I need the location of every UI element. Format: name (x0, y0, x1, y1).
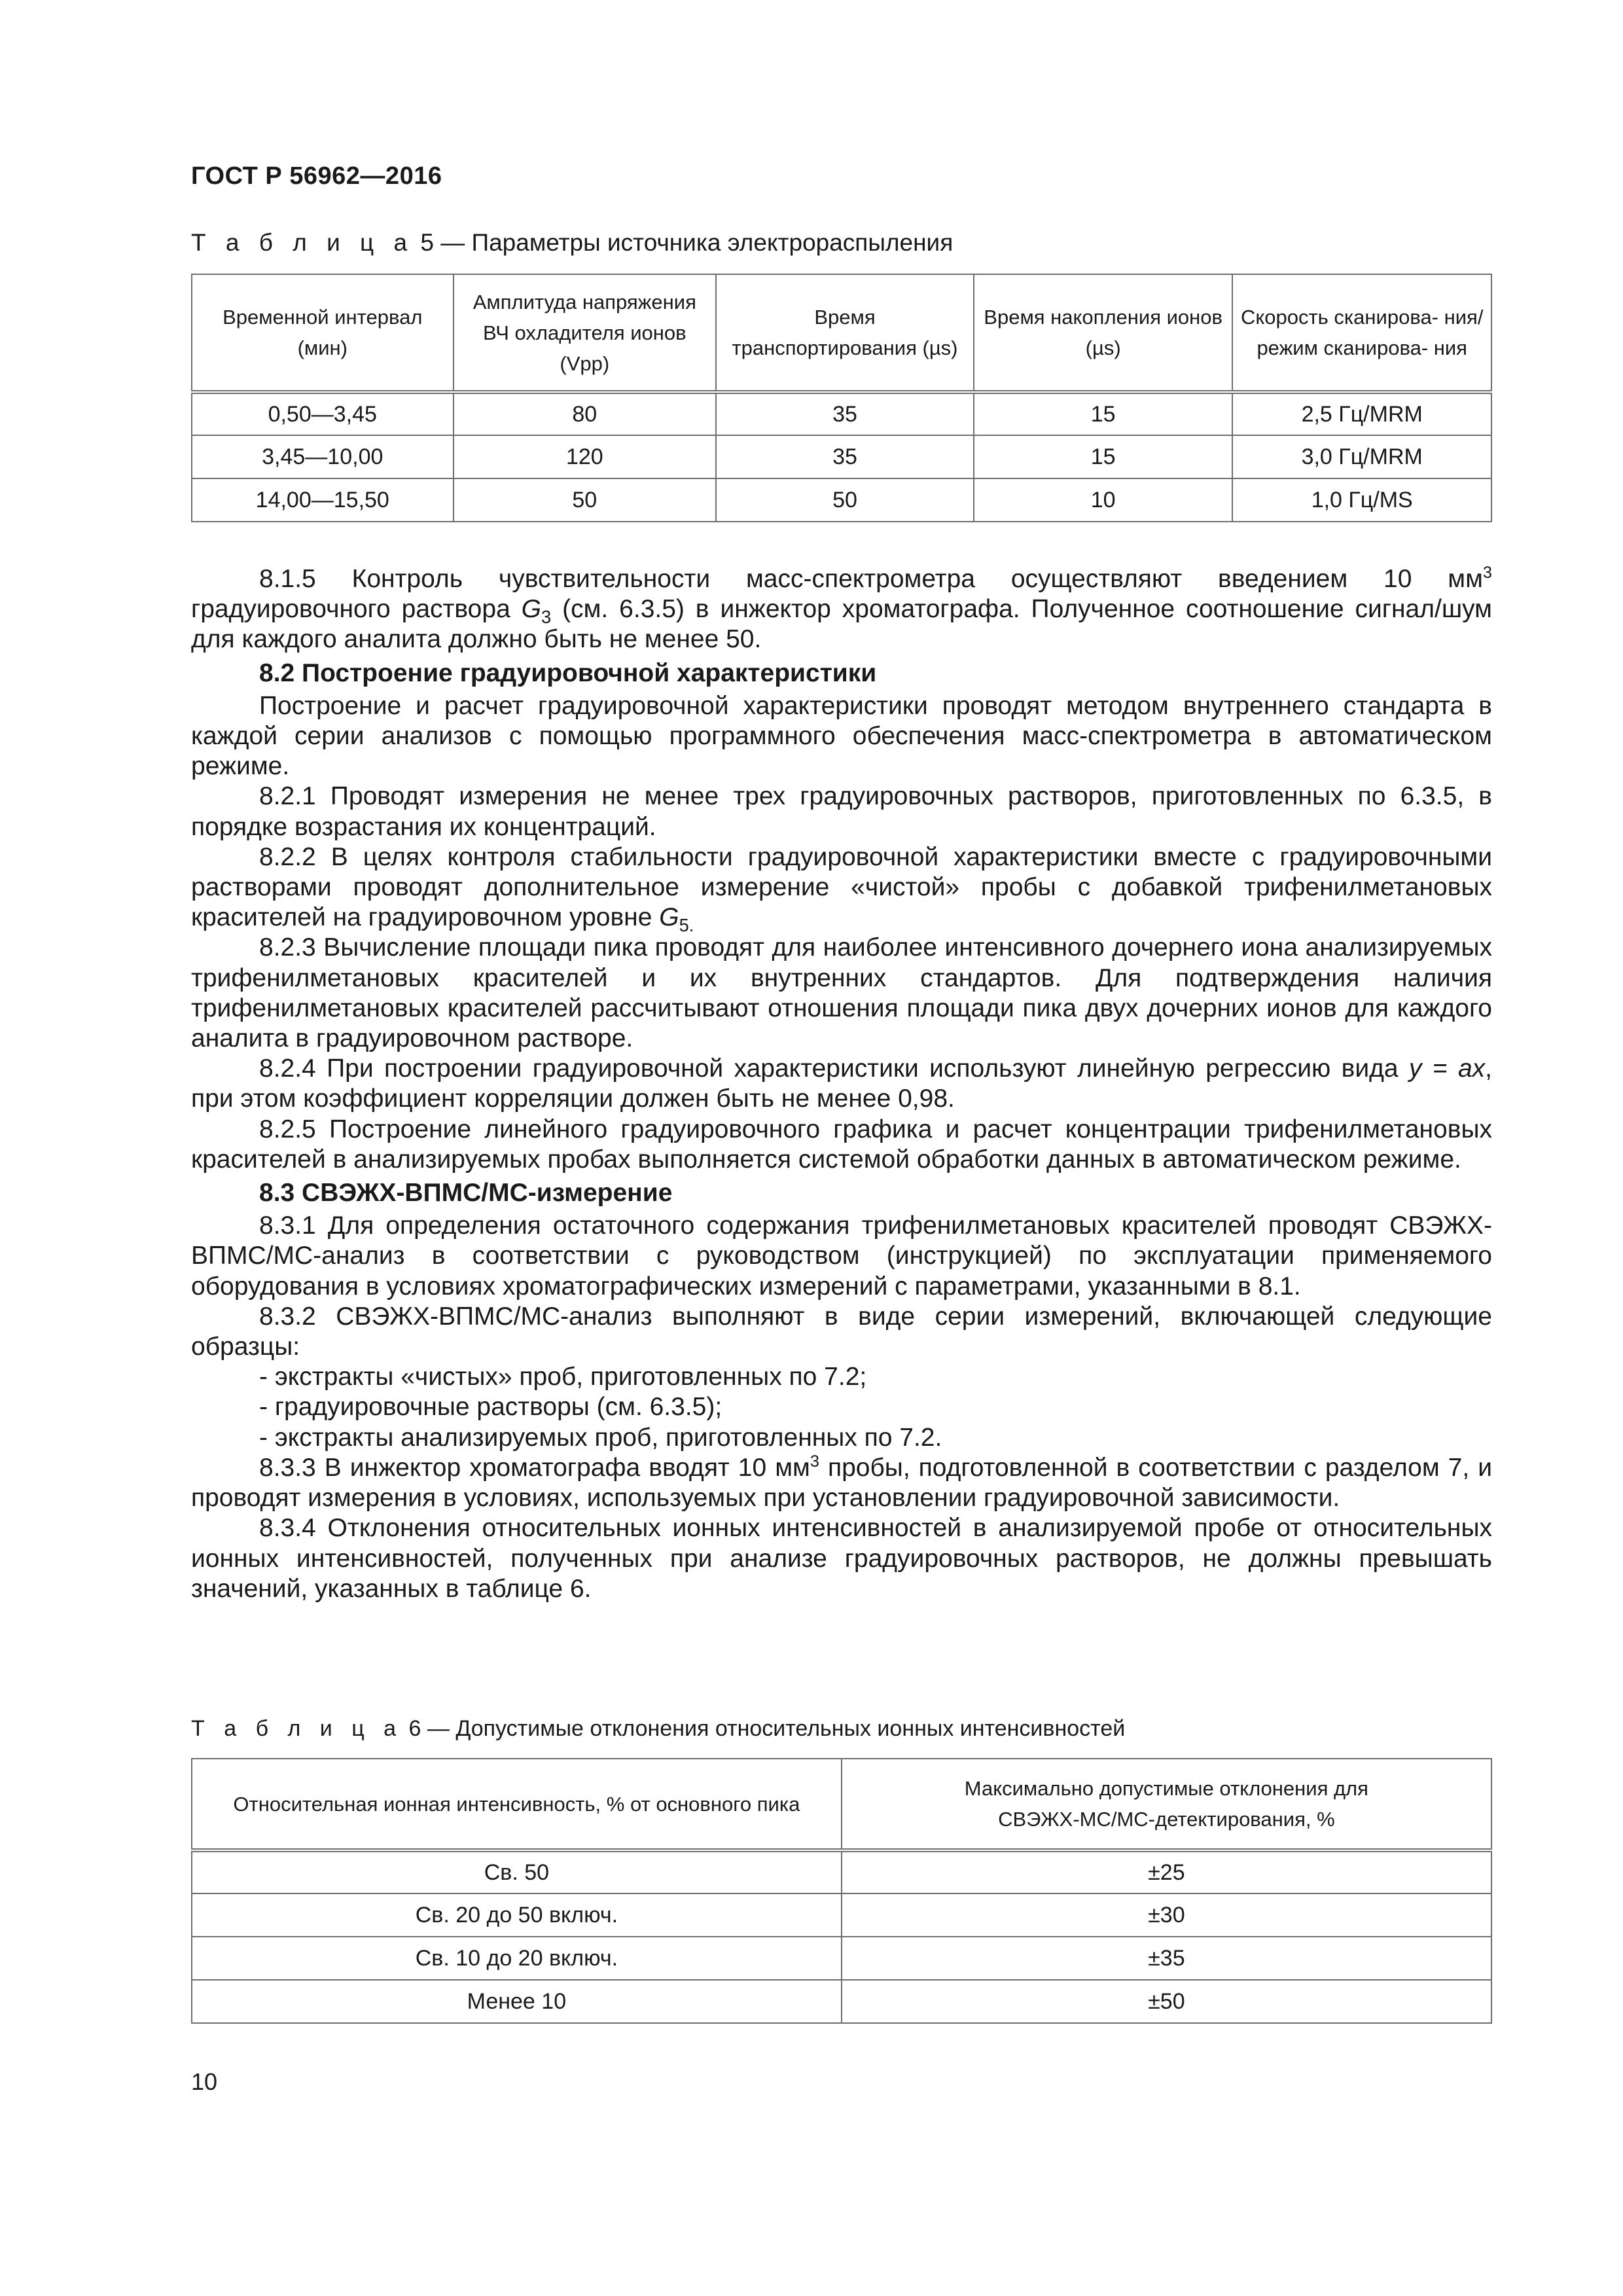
table5-caption-prefix: Т а б л и ц а (191, 229, 414, 256)
paragraph-8-3-2: 8.3.2 СВЭЖХ-ВПМС/МС-анализ выполняют в виде серии измерений, включающей следующие образцы: (191, 1302, 1492, 1361)
superscript: 3 (1482, 564, 1492, 582)
subscript: 3 (541, 607, 552, 627)
table-cell: ±35 (842, 1937, 1491, 1980)
text-span: 8.2.2 В целях контроля стабильности градуировочной характеристики вместе с градуировочными растворами проводят дополнительное измерение «чистой» пробы с добавкой трифенилметановых красителей на градуировочном уровне (191, 842, 1492, 932)
table5-header-amplitude: Амплитуда напряжения ВЧ охладителя ионов (Vpp) (454, 274, 717, 392)
text-span: (см. 6.3.5) в инжектор хроматографа. Полученное соотношение сигнал/шум для каждого аналита должно быть не менее 50. (191, 595, 1492, 654)
table5-header-accumulation-time: Время накопления ионов (µs) (974, 274, 1233, 392)
list-item: - градуировочные растворы (см. 6.3.5); (259, 1393, 722, 1422)
table-row (192, 1980, 1491, 2023)
table-row (192, 435, 1491, 478)
table-cell: 10 (974, 478, 1233, 522)
table-cell: ±30 (842, 1893, 1491, 1937)
table6-caption (191, 1716, 1125, 1742)
page-number: 10 (191, 2068, 218, 2095)
table-cell: 50 (716, 478, 974, 522)
paragraph-8-2-2 (191, 842, 1492, 936)
superscript: 3 (810, 1452, 819, 1471)
table-cell: 50 (454, 478, 717, 522)
table6-caption-number: 6 (408, 1716, 421, 1741)
paragraph-8-1-5 (191, 564, 1492, 655)
table-cell: 80 (454, 392, 717, 435)
section-heading-8-2: 8.2 Построение градуировочной характеристики (259, 658, 877, 687)
table6-header-max-deviation: Максимально допустимые отклонения для СВЭЖХ-МС/МС-детектирования, % (842, 1759, 1491, 1850)
table-row (192, 1937, 1491, 1980)
text-span: , при этом коэффициент корреляции должен быть не менее 0,98. (191, 1054, 1492, 1113)
table5-header-scan-rate: Скорость сканирова- ния/режим сканирова- ния (1232, 274, 1491, 392)
table6-caption-prefix: Т а б л и ц а (191, 1716, 403, 1741)
paragraph-8-2-1: 8.2.1 Проводят измерения не менее трех градуировочных растворов, приготовленных по 6.3.5, в порядке возрастания их концентраций. (191, 782, 1492, 841)
paragraph-8-3-1: 8.3.1 Для определения остаточного содержания трифенилметановых красителей проводят СВЭЖХ-ВПМС/МС-анализ в соответствии с руководством (инструкцией) по эксплуатации применяемого оборудования в условиях хроматографических измерений с параметрами, указанными в 8.1. (191, 1211, 1492, 1300)
table5-caption-text: — Параметры источника электрораспыления (440, 229, 954, 256)
table6-header-intensity: Относительная ионная интенсивность, % от основного пика (192, 1759, 842, 1850)
table-cell: ±25 (842, 1850, 1491, 1893)
list-item: - экстракты анализируемых проб, приготовленных по 7.2. (259, 1423, 942, 1452)
list-item: - экстракты «чистых» проб, приготовленных по 7.2; (259, 1363, 867, 1391)
paragraph-8-2-5: 8.2.5 Построение линейного градуировочного графика и расчет концентрации трифенилметановых красителей в анализируемых пробах выполняется системой обработки данных в автоматическом режиме. (191, 1115, 1492, 1174)
table-cell: Св. 50 (192, 1850, 842, 1893)
table-cell: ±50 (842, 1980, 1491, 2023)
variable-g: G (659, 903, 679, 932)
table-cell: 15 (974, 435, 1233, 478)
paragraph-8-3-4: 8.3.4 Отклонения относительных ионных интенсивностей в анализируемой пробе от относительных ионных интенсивностей, полученных при анализе градуировочных растворов, не должны превышать значений, указанных в таблице 6. (191, 1514, 1492, 1603)
regression-equation: y = ax (1408, 1054, 1486, 1083)
table-cell: 120 (454, 435, 717, 478)
text-span: градуировочного раствора (191, 595, 522, 624)
table-cell: 2,5 Гц/MRM (1232, 392, 1491, 435)
table-row (192, 1850, 1491, 1893)
table6 (191, 1758, 1492, 2024)
text-span: пробы, подготовленной в соответствии с разделом 7, и проводят измерения в условиях, используемых при установлении градуировочной зависимости. (191, 1453, 1492, 1513)
table5-header-row (192, 274, 1491, 392)
table-cell: 35 (716, 392, 974, 435)
paragraph-8-2-3: 8.2.3 Вычисление площади пика проводят для наиболее интенсивного дочернего иона анализируемых трифенилметановых красителей и их внутренних стандартов. Для подтверждения наличия трифенилметановых красителей рассчитывают отношения площади пика двух дочерних ионов для каждого аналита в градуировочном растворе. (191, 933, 1492, 1053)
table-cell: 35 (716, 435, 974, 478)
table5-caption-number: 5 (420, 229, 434, 256)
table-row (192, 478, 1491, 522)
subscript: 5. (679, 915, 694, 936)
table-cell: 0,50—3,45 (192, 392, 454, 435)
table-row (192, 1893, 1491, 1937)
text-span: 8.3.3 В инжектор хроматографа вводят 10 мм (259, 1453, 810, 1482)
table-cell: 15 (974, 392, 1233, 435)
table5-header-interval: Временной интервал (мин) (192, 274, 454, 392)
standard-header: ГОСТ Р 56962—2016 (191, 162, 442, 190)
text-span: 8.2.4 При построении градуировочной характеристики используют линейную регрессию вида (259, 1054, 1409, 1083)
table-row (192, 392, 1491, 435)
section-heading-8-3: 8.3 СВЭЖХ-ВПМС/МС-измерение (259, 1179, 673, 1208)
paragraph-8-3-3 (191, 1453, 1492, 1513)
table-cell: Св. 10 до 20 включ. (192, 1937, 842, 1980)
table-cell: 3,45—10,00 (192, 435, 454, 478)
table-cell: Св. 20 до 50 включ. (192, 1893, 842, 1937)
table6-caption-text: — Допустимые отклонения относительных ионных интенсивностей (427, 1716, 1126, 1741)
table-cell: 14,00—15,50 (192, 478, 454, 522)
body-text (191, 564, 1492, 1604)
text-span: 8.1.5 Контроль чувствительности масс-спектрометра осуществляют введением 10 мм (259, 565, 1483, 593)
table-cell: 1,0 Гц/MS (1232, 478, 1491, 522)
table6-header-row (192, 1759, 1491, 1850)
table5 (191, 274, 1492, 522)
paragraph-8-2: Построение и расчет градуировочной характеристики проводят методом внутреннего стандарта в каждой серии анализов с помощью программного обеспечения масс-спектрометра в автоматическом режиме. (191, 691, 1492, 781)
variable-g: G (521, 595, 542, 624)
table5-caption (191, 229, 953, 257)
table5-header-transport-time: Время транспортирования (µs) (716, 274, 974, 392)
table-cell: Менее 10 (192, 1980, 842, 2023)
table-cell: 3,0 Гц/MRM (1232, 435, 1491, 478)
paragraph-8-2-4 (191, 1054, 1492, 1114)
